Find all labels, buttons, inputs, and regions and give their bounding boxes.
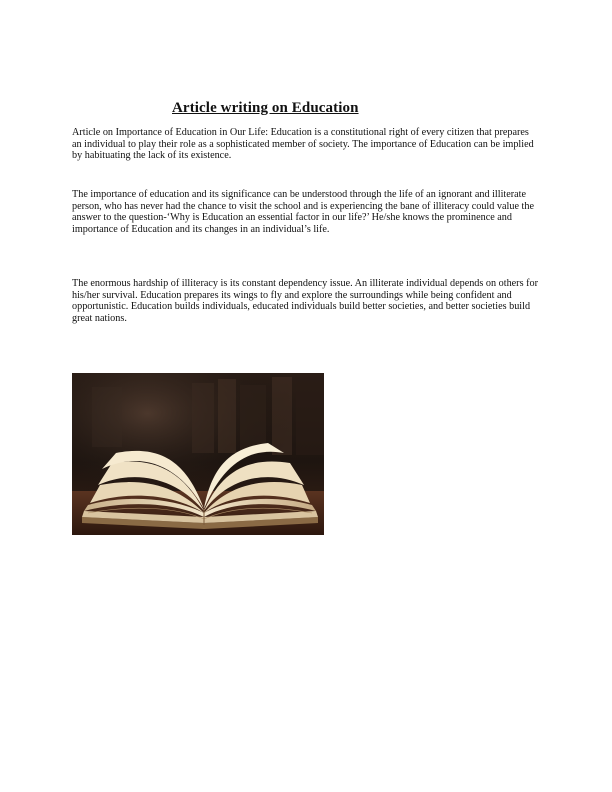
open-book-photo bbox=[72, 373, 324, 535]
paragraph-importance: The importance of education and its significance can be understood through the life of an ignorant and illiterate person, who has never had the chance to visit the school and is experiencing the bane of illiteracy could value the answer to the question-‘Why is Education an essential factor in our life?’ He/she knows the prominence and importance of Education and its changes in an individual’s life. bbox=[72, 189, 534, 236]
article-title: Article writing on Education bbox=[172, 100, 359, 116]
paragraph-hardship: The enormous hardship of illiteracy is its constant dependency issue. An illiterate individual depends on others for his/her survival. Education prepares its wings to fly and explore the surroundings while being confident and opportunistic. Education builds individuals, educated individuals build better societies, and better societies build great nations. bbox=[72, 278, 538, 325]
paragraph-intro: Article on Importance of Education in Our Life: Education is a constitutional right of every citizen that prepares an individual to play their role as a sophisticated member of society. The importance of Education can be implied by habituating the lack of its existence. bbox=[72, 127, 534, 162]
